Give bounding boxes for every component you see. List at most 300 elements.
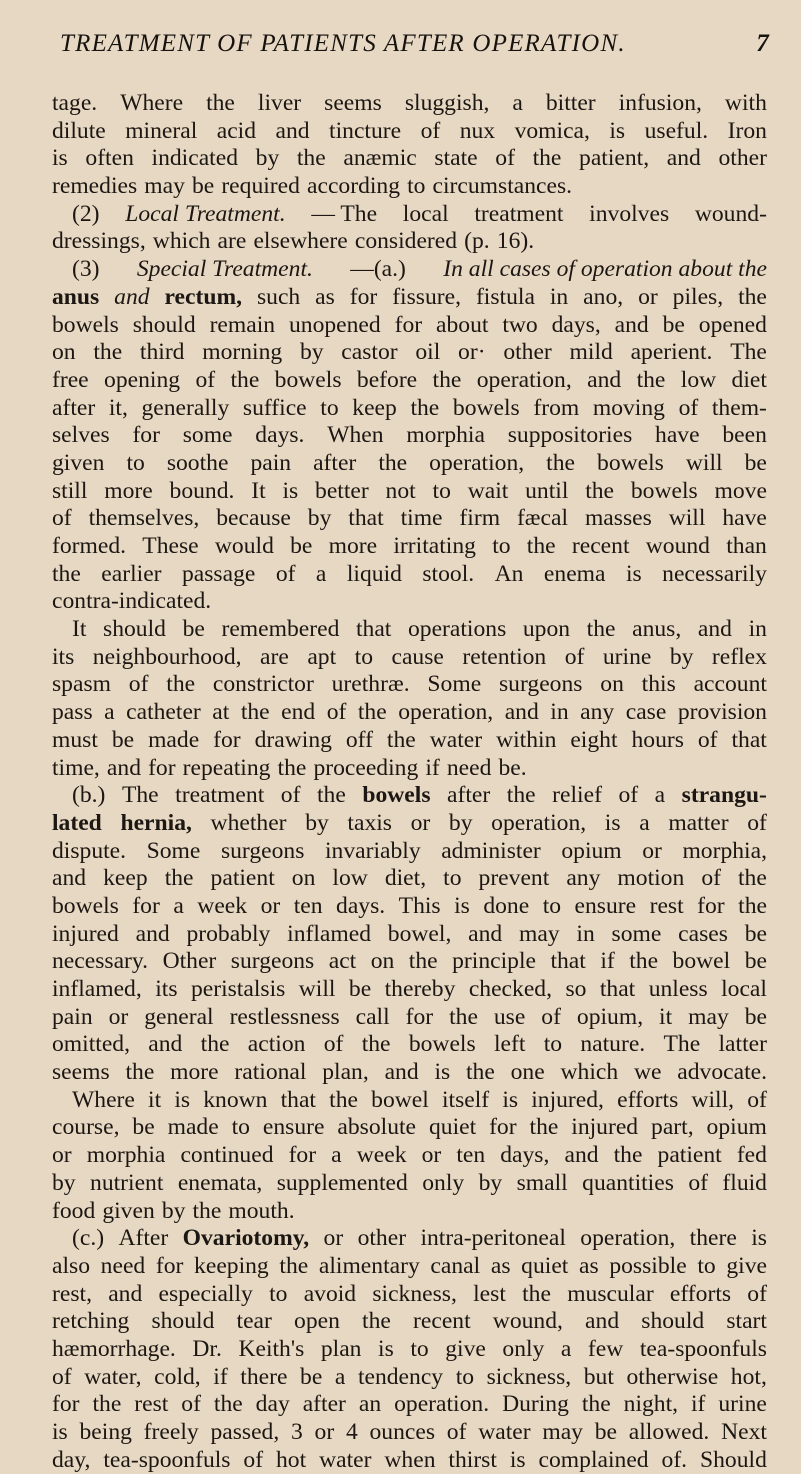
word: latter [718, 1031, 767, 1058]
word: for [394, 311, 423, 338]
word: need [446, 754, 492, 781]
word: aperient. [630, 339, 713, 366]
word: the [213, 1391, 243, 1418]
word: as [490, 1252, 511, 1279]
word: The [730, 339, 767, 366]
word: and [114, 283, 150, 310]
word: absolute [337, 1114, 417, 1141]
word: This [398, 892, 441, 919]
word: or [323, 1225, 344, 1252]
word: opium [706, 1114, 767, 1141]
word: the [386, 726, 416, 753]
word: should [132, 311, 196, 338]
word: open [294, 1308, 340, 1335]
word: known [203, 1086, 268, 1113]
word: is [509, 1446, 526, 1473]
word: anæmic [343, 145, 417, 172]
word: alimentary [318, 1252, 420, 1279]
word: the [586, 616, 616, 643]
word: tendency [357, 1363, 444, 1390]
word: any [566, 865, 601, 892]
word: and [52, 865, 87, 892]
word: surgeons [220, 837, 305, 864]
word: cold, [154, 1363, 201, 1390]
word: wound, [492, 1308, 563, 1335]
word: it [659, 1003, 673, 1030]
word: sickness, [372, 1280, 457, 1307]
word: The [121, 782, 159, 809]
word: the [279, 1252, 309, 1279]
text-line [52, 1170, 767, 1198]
text-line [52, 755, 767, 783]
word: opium [561, 837, 622, 864]
word: supplemented [276, 1169, 408, 1196]
word: tage. [52, 90, 98, 116]
text-line [52, 256, 767, 284]
word: only [422, 1169, 465, 1196]
word: to [697, 1252, 716, 1279]
word: ensure [262, 1114, 325, 1141]
word: the [526, 533, 556, 559]
word: injured, [531, 1086, 604, 1113]
word: the [93, 339, 123, 366]
word: part, [651, 1114, 694, 1141]
word: of [420, 117, 441, 144]
text-line [52, 976, 767, 1004]
word: rest, [52, 1280, 92, 1307]
word: tea-spoonfuls [639, 1335, 767, 1362]
word: the [206, 90, 235, 116]
word: after [302, 1391, 346, 1418]
word: two [502, 311, 538, 338]
word: patient, [579, 145, 650, 172]
word: and [135, 920, 170, 947]
word: cause [391, 643, 444, 670]
page-number: 7 [756, 30, 770, 57]
text-line [52, 1004, 767, 1032]
word: is [625, 560, 642, 587]
word: better [315, 477, 369, 504]
word: operation. [394, 1391, 490, 1418]
word: In all cases of operation about the [443, 256, 767, 283]
word: other [357, 1225, 407, 1252]
word: unopened [288, 311, 381, 338]
word: local [402, 200, 449, 227]
word: may [542, 1419, 583, 1445]
text-line [52, 1087, 767, 1115]
word: left [493, 1031, 526, 1058]
word: hours [631, 726, 684, 753]
word: we [633, 1059, 662, 1086]
word: within [496, 726, 557, 753]
word: will [298, 976, 336, 1002]
word: in [550, 699, 569, 726]
word: are [217, 228, 247, 255]
word: An [494, 560, 524, 587]
word: this [641, 671, 676, 698]
word: not [385, 477, 416, 504]
word: ounces [369, 1419, 436, 1445]
word: and [148, 1031, 183, 1058]
word: being [79, 1419, 132, 1445]
word: course, [52, 1114, 120, 1141]
word: also [52, 1252, 91, 1279]
word: of [541, 1003, 561, 1030]
word: act [328, 948, 357, 975]
word: some [611, 920, 662, 947]
word: be [594, 1419, 617, 1445]
word: there [240, 1363, 288, 1390]
word: by [669, 643, 694, 670]
word: selves [52, 422, 110, 449]
word: and [587, 366, 622, 393]
word: of [697, 726, 718, 753]
word: is [434, 1059, 451, 1086]
word: or [260, 892, 281, 919]
word: the [52, 560, 81, 587]
word: diet, [384, 865, 427, 892]
word: which [152, 228, 211, 255]
text-line [52, 422, 767, 450]
word: for [288, 1142, 317, 1169]
text-line [52, 1281, 767, 1309]
word: the [125, 1059, 155, 1086]
word: the [738, 283, 767, 310]
word: if [600, 948, 615, 975]
word: be [744, 1003, 767, 1030]
word: give [726, 1252, 767, 1279]
word: sickness, [486, 1363, 572, 1390]
word: of [446, 1419, 467, 1445]
word: week [356, 1142, 407, 1169]
word: repeating [182, 754, 271, 781]
word: considered [354, 228, 458, 255]
text-line [52, 948, 767, 976]
word: the [361, 1031, 391, 1058]
word: by [161, 1197, 186, 1224]
word: and [585, 1308, 620, 1335]
word: as [579, 1252, 599, 1279]
word: must [52, 726, 98, 753]
word: should [641, 1308, 705, 1335]
text-line [52, 1142, 767, 1170]
word: involves [589, 200, 670, 227]
word: of [275, 560, 296, 587]
word: and [564, 1142, 599, 1169]
word: nutrient [90, 1169, 164, 1196]
word: of [243, 1446, 264, 1473]
word: bowels [52, 892, 119, 919]
word: reflex [711, 643, 767, 670]
word: at [212, 699, 230, 726]
word: matter [668, 809, 729, 836]
word: give [445, 1335, 486, 1362]
word: plan [320, 1335, 362, 1362]
word: thereby [384, 976, 456, 1002]
word: to [231, 1114, 250, 1141]
word: low [332, 865, 368, 892]
word: or [52, 1142, 72, 1169]
word: be [744, 920, 767, 947]
word: there [689, 1225, 737, 1252]
word: but [583, 1363, 614, 1390]
word: neighbourhood, [92, 643, 242, 670]
word: is [454, 892, 470, 919]
word: sluggish, [404, 90, 490, 116]
word: to [492, 533, 511, 559]
word: a [331, 1142, 342, 1169]
word: of [495, 145, 515, 172]
word: injured [571, 1114, 639, 1141]
word: hot [275, 1446, 307, 1473]
word: of [181, 1391, 201, 1418]
word: and [275, 117, 310, 144]
word: the [738, 865, 767, 892]
word: its [52, 643, 75, 670]
word: wait [467, 477, 509, 504]
word: administer [441, 837, 541, 864]
word: —(a.) [350, 256, 406, 283]
word: inflamed [287, 920, 371, 947]
word: to [126, 449, 145, 476]
text-line [52, 395, 767, 423]
word: of [564, 643, 585, 670]
word: or [638, 283, 658, 310]
word: the [529, 1114, 559, 1141]
word: to [443, 865, 462, 892]
word: still [52, 477, 88, 504]
word: to [410, 1335, 429, 1362]
word: is [52, 145, 68, 172]
word: mild [569, 339, 613, 366]
word: generally [141, 394, 230, 421]
text-line [52, 478, 767, 506]
word: bowels [362, 782, 431, 809]
word: that [550, 948, 586, 975]
word: otherwise [626, 1363, 719, 1390]
text-line [52, 561, 767, 589]
word: or [314, 1419, 335, 1445]
word: the [410, 394, 440, 421]
word: local [721, 976, 767, 1002]
text-line [52, 671, 767, 699]
word: wound- [694, 200, 767, 227]
word: the [738, 892, 767, 919]
word: the [378, 449, 408, 476]
word: on [52, 339, 76, 366]
word: nux [459, 117, 496, 144]
word: such [256, 283, 301, 310]
word: only [502, 1335, 545, 1362]
word: seems [52, 1059, 110, 1086]
text-line [52, 228, 767, 256]
word: bowels [630, 477, 698, 504]
word: patient [210, 865, 275, 892]
word: operation, [476, 366, 572, 393]
word: bound. [169, 477, 235, 504]
word: dressings, [52, 228, 146, 255]
text-line [52, 505, 767, 533]
word: suffice [242, 394, 307, 421]
word: injured [52, 920, 119, 947]
word: intra-peritoneal [420, 1225, 566, 1252]
word: soothe [166, 449, 229, 476]
text-line [52, 1225, 767, 1253]
word: allowed. [628, 1419, 710, 1445]
word: other [718, 145, 767, 172]
word: fæcal [516, 505, 569, 532]
word: start [726, 1308, 767, 1335]
word: a [654, 782, 666, 809]
word: remembered [221, 616, 340, 643]
word: as [315, 283, 335, 310]
word: for [52, 1391, 80, 1418]
word: plan, [322, 1059, 369, 1086]
word: remain [209, 311, 276, 338]
word: by [448, 809, 473, 836]
word: indicated [151, 145, 238, 172]
word: about [436, 311, 489, 338]
word: canal [430, 1252, 481, 1279]
word: formed. [52, 533, 127, 559]
word: hernia, [120, 809, 192, 836]
word: or [410, 809, 431, 836]
word: The [663, 1031, 701, 1058]
word: the [230, 366, 260, 393]
word: 4 [345, 1419, 358, 1445]
word: liver [257, 90, 302, 116]
word: Other [162, 948, 217, 975]
word: of [747, 1280, 767, 1307]
text-line [52, 1198, 767, 1226]
word: the [506, 782, 536, 809]
word: the [92, 1391, 122, 1418]
word: fistula [475, 283, 535, 310]
word: to [455, 1363, 475, 1390]
word: necessarily [662, 560, 767, 587]
word: possible [609, 1252, 687, 1279]
word: the [465, 1059, 495, 1086]
word: especially [158, 1280, 253, 1307]
word: small [516, 1169, 568, 1196]
word: anus, [632, 616, 682, 643]
word: bowel [672, 948, 731, 975]
word: opened [698, 311, 767, 338]
word: that [731, 726, 767, 753]
word: nature. [580, 1031, 646, 1058]
text-line [52, 284, 767, 312]
word: bowels [597, 449, 664, 476]
word: Some [146, 837, 201, 864]
word: or [108, 1003, 129, 1030]
word: been [722, 422, 767, 449]
word: made [167, 1114, 219, 1141]
text-line [52, 1253, 767, 1281]
word: to [543, 1031, 563, 1058]
word: more [328, 533, 378, 559]
word: quiet [428, 1114, 477, 1141]
word: for [132, 892, 160, 919]
text-line [52, 727, 767, 755]
word: required [221, 173, 300, 200]
word: more [170, 1059, 219, 1086]
word: be [182, 616, 205, 643]
word: of [128, 671, 149, 698]
word: urine [602, 643, 652, 670]
text-line [52, 367, 767, 395]
word: passed, [210, 1419, 280, 1445]
word: probably [186, 920, 271, 947]
word: lated [52, 809, 102, 836]
word: peristalsis [190, 976, 286, 1002]
word: is [378, 1335, 394, 1362]
word: some [182, 422, 233, 449]
word: bowel, [387, 920, 452, 947]
word: anus [52, 283, 100, 310]
word: thirst [448, 1446, 497, 1473]
word: masses [584, 505, 652, 532]
word: checked, [468, 976, 552, 1002]
word: will [685, 449, 723, 476]
word: stool. [422, 560, 475, 587]
word: (c.) [72, 1225, 105, 1252]
word: earlier [101, 560, 162, 587]
word: from [533, 394, 580, 421]
word: urethræ. [331, 671, 410, 698]
word: elsewhere [253, 228, 348, 255]
text-line [52, 173, 767, 201]
word: any [580, 699, 615, 726]
word: be [132, 1114, 155, 1141]
word: free [52, 366, 89, 393]
word: vomica, [514, 117, 590, 144]
word: Iron [727, 117, 767, 144]
text-line [52, 1059, 767, 1087]
word: and [108, 1280, 143, 1307]
word: Dr. [192, 1335, 222, 1362]
word: be. [498, 754, 527, 781]
word: Ovariotomy, [182, 1225, 310, 1252]
word: to [320, 394, 339, 421]
word: apt [307, 643, 337, 670]
word: (2) [72, 200, 100, 227]
word: moving [592, 394, 665, 421]
word: would [214, 533, 274, 559]
word: be [191, 173, 215, 200]
word: it, [108, 394, 128, 421]
text-line [52, 616, 767, 644]
word: dispute. [52, 837, 127, 864]
word: dilute [52, 117, 106, 144]
word: when [384, 1446, 436, 1473]
word: itself [441, 1086, 490, 1113]
word: the [432, 366, 462, 393]
word: water, [84, 1363, 142, 1390]
word: strangu- [681, 782, 767, 809]
word: and [697, 616, 732, 643]
word: for [132, 422, 160, 449]
word: liquid [346, 560, 402, 587]
word: morphia [406, 422, 485, 449]
word: efforts [669, 1280, 732, 1307]
word: should [151, 1308, 215, 1335]
word: opening [104, 366, 181, 393]
word: Local Treatment. [125, 200, 286, 227]
word: so [565, 976, 587, 1002]
word: complained [538, 1446, 649, 1473]
word: night, [623, 1391, 679, 1418]
word: retention [462, 643, 547, 670]
